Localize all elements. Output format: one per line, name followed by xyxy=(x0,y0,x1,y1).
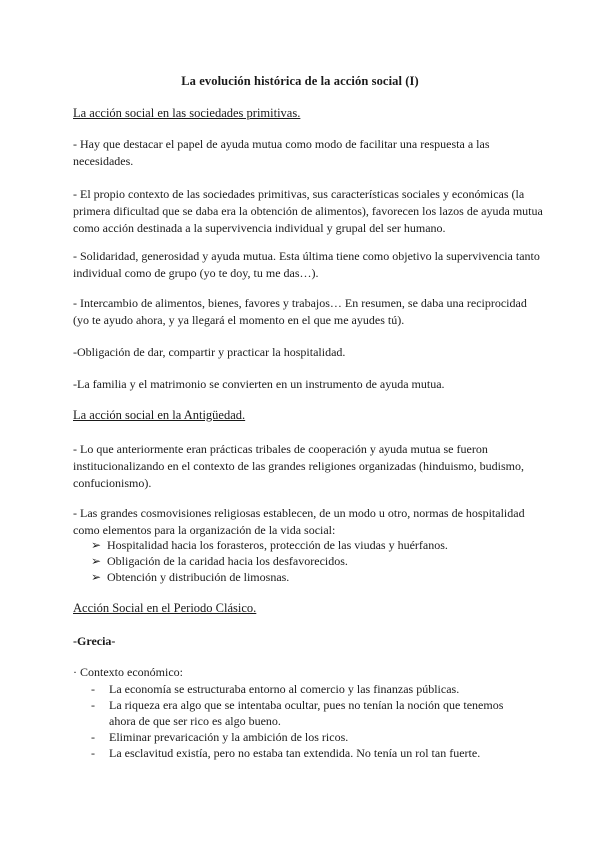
bullet-item xyxy=(91,569,289,586)
bullet-text: Obtención y distribución de limosnas. xyxy=(107,570,290,584)
arrow-bullet-icon: ➢ xyxy=(91,554,102,568)
dash-marker: - xyxy=(91,730,95,744)
dash-marker: - xyxy=(91,746,95,760)
dash-item xyxy=(91,697,511,729)
dash-item xyxy=(91,681,511,697)
paragraph: -La familia y el matrimonio se convierten en un instrumento de ayuda mutua. xyxy=(73,377,445,391)
paragraph: - Intercambio de alimentos, bienes, favores y trabajos… En resumen, se daba una reciprocidad (yo te ayudo ahora, y ya llegará el momento en el que me ayudes tú). xyxy=(73,296,527,327)
dash-text: Eliminar prevaricación y la ambición de los ricos. xyxy=(109,730,349,744)
paragraph: -Obligación de dar, compartir y practicar la hospitalidad. xyxy=(73,345,346,359)
dash-text: La riqueza era algo que se intentaba ocultar, pues no tenían la noción que tenemos ahora de que ser rico es algo bueno. xyxy=(109,698,504,728)
bullet-text: Obligación de la caridad hacia los desfavorecidos. xyxy=(107,554,348,568)
dash-marker: - xyxy=(91,682,95,696)
bullet-item xyxy=(91,553,348,570)
paragraph: - Lo que anteriormente eran prácticas tribales de cooperación y ayuda mutua se fueron institucionalizando en el contexto de las grandes religiones organizadas (hinduismo, budismo, confucionismo). xyxy=(73,442,525,490)
dash-text: La esclavitud existía, pero no estaba tan extendida. No tenía un rol tan fuerte. xyxy=(109,746,481,760)
subheading-greece: -Grecia- xyxy=(73,634,116,648)
paragraph: - El propio contexto de las sociedades primitivas, sus características sociales y económicas (la primera dificultad que se daba era la obtención de alimentos), favorecen los lazos de ayuda mutua como acción destinada a la supervivencia individual y grupal del ser humano. xyxy=(73,187,543,235)
paragraph: - Solidaridad, generosidad y ayuda mutua. Esta última tiene como objetivo la supervivencia tanto individual como de grupo (yo te doy, tu me das…). xyxy=(73,249,540,280)
section-heading-classical-period: Acción Social en el Periodo Clásico. xyxy=(73,601,257,615)
document-title: La evolución histórica de la acción social (I) xyxy=(181,74,419,88)
paragraph: - Las grandes cosmovisiones religiosas establecen, de un modo u otro, normas de hospitalidad como elementos para la organización de la vida social: xyxy=(73,506,525,537)
dash-item xyxy=(91,745,511,761)
section-heading-antiquity: La acción social en la Antigüedad. xyxy=(73,408,246,422)
paragraph: - Hay que destacar el papel de ayuda mutua como modo de facilitar una respuesta a las necesidades. xyxy=(73,137,490,168)
section-heading-primitive-societies: La acción social en las sociedades primitivas. xyxy=(73,106,301,120)
arrow-bullet-icon: ➢ xyxy=(91,570,102,584)
dash-marker: - xyxy=(91,698,95,712)
bullet-text: Hospitalidad hacia los forasteros, protección de las viudas y huérfanos. xyxy=(107,538,448,552)
dash-item xyxy=(91,729,511,745)
paragraph-intro: · Contexto económico: xyxy=(73,665,183,679)
bullet-item xyxy=(91,537,448,554)
arrow-bullet-icon: ➢ xyxy=(91,538,102,552)
dash-text: La economía se estructuraba entorno al comercio y las finanzas públicas. xyxy=(109,682,460,696)
